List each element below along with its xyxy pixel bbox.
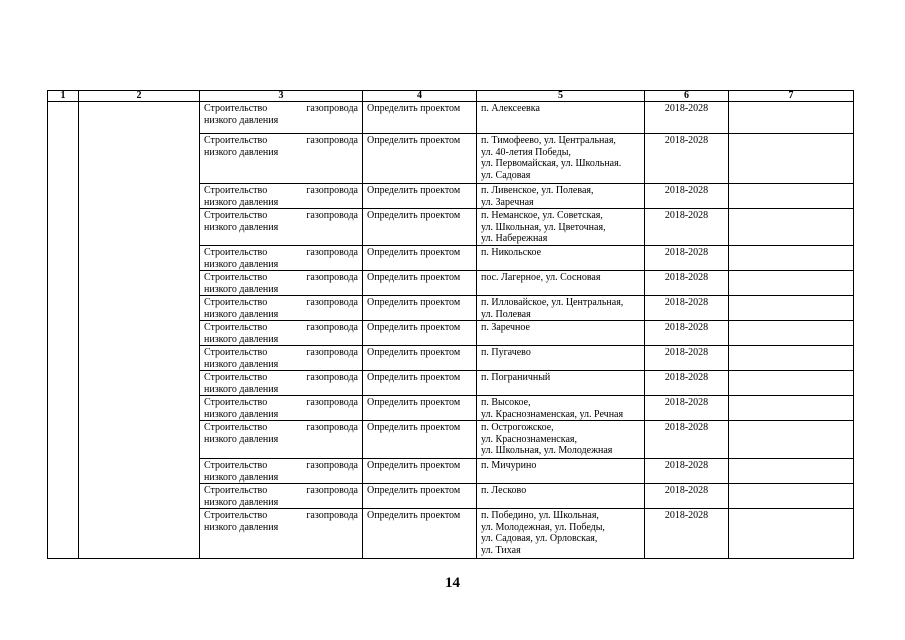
object-word: Строительство (204, 422, 268, 433)
location-line: п. Тимофеево, ул. Центральная, (481, 135, 616, 146)
object-word: газопровода (306, 322, 358, 333)
location-line: п. Алексеевка (481, 103, 540, 114)
cell-period: 2018-2028 (645, 421, 729, 459)
cell-action: Определить проектом (363, 509, 477, 559)
object-line: низкого давления (204, 196, 279, 208)
cell-period: 2018-2028 (645, 271, 729, 296)
object-word: Строительство (204, 372, 268, 383)
object-line: низкого давления (204, 433, 279, 445)
cell-object (200, 184, 363, 209)
object-line: низкого давления (204, 114, 279, 126)
location-line: п. Лесково (481, 485, 527, 496)
column-header: 1 (48, 91, 79, 102)
object-word: газопровода (306, 347, 358, 358)
cell-object (200, 396, 363, 421)
cell-object (200, 371, 363, 396)
cell-notes (729, 346, 854, 371)
object-line: низкого давления (204, 221, 279, 233)
location-line: п. Никольское (481, 247, 542, 258)
cell-location (477, 184, 645, 209)
cell-notes (729, 484, 854, 509)
cell-location (477, 396, 645, 421)
cell-period: 2018-2028 (645, 509, 729, 559)
object-word: Строительство (204, 485, 268, 496)
cell-period: 2018-2028 (645, 346, 729, 371)
cell-object (200, 509, 363, 559)
column-header: 7 (729, 91, 854, 102)
location-line: ул. Садовая, ул. Орловская, (481, 533, 598, 544)
location-line: ул. Школьная, ул. Молодежная (481, 445, 613, 456)
location-line: ул. Заречная (481, 196, 534, 208)
page-number: 14 (445, 575, 460, 591)
object-line: низкого давления (204, 521, 279, 533)
cell-notes (729, 296, 854, 321)
cell-object (200, 134, 363, 184)
object-word: Строительство (204, 397, 268, 408)
cell-action: Определить проектом (363, 209, 477, 246)
cell-object (200, 209, 363, 246)
cell-action: Определить проектом (363, 396, 477, 421)
object-word: газопровода (306, 135, 358, 146)
object-word: Строительство (204, 210, 268, 221)
location-line: п. Победино, ул. Школьная, (481, 510, 599, 521)
location-line: ул. Тихая (481, 544, 521, 556)
object-word: газопровода (306, 422, 358, 433)
location-line: пос. Лагерное, ул. Сосновая (481, 272, 601, 283)
cell-notes (729, 371, 854, 396)
cell-notes (729, 102, 854, 134)
cell-notes (729, 321, 854, 346)
cell-action: Определить проектом (363, 102, 477, 134)
cell-location (477, 321, 645, 346)
cell-object (200, 346, 363, 371)
column-header: 3 (200, 91, 363, 102)
cell-notes (729, 134, 854, 184)
cell-period: 2018-2028 (645, 184, 729, 209)
location-line: п. Высокое, (481, 397, 531, 408)
object-word: Строительство (204, 185, 268, 196)
cell-object (200, 421, 363, 459)
gas-pipeline-table (47, 90, 854, 559)
cell-action: Определить проектом (363, 134, 477, 184)
cell-action: Определить проектом (363, 484, 477, 509)
object-word: Строительство (204, 347, 268, 358)
cell-notes (729, 184, 854, 209)
object-line: низкого давления (204, 358, 279, 370)
cell-location (477, 102, 645, 134)
object-word: Строительство (204, 297, 268, 308)
object-word: Строительство (204, 135, 268, 146)
location-line: п. Заречное (481, 322, 530, 333)
object-line: низкого давления (204, 496, 279, 508)
object-line: низкого давления (204, 333, 279, 345)
location-line: п. Мичурино (481, 460, 537, 471)
cell-period: 2018-2028 (645, 246, 729, 271)
location-line: ул. Краснознаменская, ул. Речная (481, 408, 624, 420)
column-header: 2 (79, 91, 200, 102)
location-line: п. Илловайское, ул. Центральная, (481, 297, 624, 308)
cell-object (200, 296, 363, 321)
cell-object (200, 321, 363, 346)
cell-location (477, 484, 645, 509)
cell-action: Определить проектом (363, 371, 477, 396)
object-line: низкого давления (204, 283, 279, 295)
cell-notes (729, 509, 854, 559)
object-word: газопровода (306, 297, 358, 308)
cell-name (79, 102, 200, 559)
object-word: газопровода (306, 103, 358, 114)
object-word: Строительство (204, 460, 268, 471)
cell-notes (729, 209, 854, 246)
object-word: Строительство (204, 510, 268, 521)
location-line: п. Пограничный (481, 372, 551, 383)
cell-location (477, 134, 645, 184)
object-word: газопровода (306, 210, 358, 221)
cell-object (200, 459, 363, 484)
cell-location (477, 209, 645, 246)
object-line: низкого давления (204, 258, 279, 270)
location-line: ул. Школьная, ул. Цветочная, (481, 221, 606, 233)
location-line: ул. Первомайская, ул. Школьная. (481, 158, 622, 169)
cell-period: 2018-2028 (645, 484, 729, 509)
cell-object (200, 246, 363, 271)
cell-action: Определить проектом (363, 346, 477, 371)
column-header: 5 (477, 91, 645, 102)
cell-action: Определить проектом (363, 321, 477, 346)
table-header-row (48, 91, 854, 102)
cell-period: 2018-2028 (645, 371, 729, 396)
cell-period: 2018-2028 (645, 321, 729, 346)
cell-action: Определить проектом (363, 184, 477, 209)
location-line: ул. Полевая (481, 308, 531, 320)
object-word: газопровода (306, 372, 358, 383)
object-word: газопровода (306, 485, 358, 496)
cell-action: Определить проектом (363, 459, 477, 484)
cell-object (200, 102, 363, 134)
cell-location (477, 371, 645, 396)
cell-period: 2018-2028 (645, 396, 729, 421)
cell-location (477, 509, 645, 559)
cell-location (477, 271, 645, 296)
location-line: ул. Садовая (481, 169, 531, 181)
object-line: низкого давления (204, 308, 279, 320)
object-word: газопровода (306, 397, 358, 408)
cell-location (477, 421, 645, 459)
object-word: Строительство (204, 322, 268, 333)
cell-object (200, 271, 363, 296)
object-word: Строительство (204, 247, 268, 258)
cell-action: Определить проектом (363, 271, 477, 296)
cell-action: Определить проектом (363, 296, 477, 321)
cell-period: 2018-2028 (645, 134, 729, 184)
object-line: низкого давления (204, 408, 279, 420)
location-line: ул. 40-летия Победы, (481, 146, 571, 158)
cell-location (477, 246, 645, 271)
cell-action: Определить проектом (363, 246, 477, 271)
cell-notes (729, 421, 854, 459)
cell-object (200, 484, 363, 509)
object-line: низкого давления (204, 471, 279, 483)
cell-period: 2018-2028 (645, 296, 729, 321)
column-header: 4 (363, 91, 477, 102)
object-word: газопровода (306, 272, 358, 283)
object-line: низкого давления (204, 146, 279, 158)
location-line: ул. Набережная (481, 233, 548, 244)
object-word: Строительство (204, 103, 268, 114)
object-word: Строительство (204, 272, 268, 283)
location-line: п. Острогожское, (481, 422, 554, 433)
cell-location (477, 296, 645, 321)
location-line: ул. Краснознаменская, (481, 433, 577, 445)
cell-notes (729, 459, 854, 484)
cell-period: 2018-2028 (645, 209, 729, 246)
column-header: 6 (645, 91, 729, 102)
cell-location (477, 459, 645, 484)
object-word: газопровода (306, 460, 358, 471)
cell-location (477, 346, 645, 371)
object-word: газопровода (306, 185, 358, 196)
cell-period: 2018-2028 (645, 459, 729, 484)
cell-period: 2018-2028 (645, 102, 729, 134)
cell-action: Определить проектом (363, 421, 477, 459)
cell-notes (729, 396, 854, 421)
cell-notes (729, 246, 854, 271)
object-line: низкого давления (204, 383, 279, 395)
table-row (48, 102, 854, 134)
object-word: газопровода (306, 247, 358, 258)
location-line: п. Ливенское, ул. Полевая, (481, 185, 594, 196)
location-line: п. Неманское, ул. Советская, (481, 210, 603, 221)
object-word: газопровода (306, 510, 358, 521)
cell-notes (729, 271, 854, 296)
cell-number (48, 102, 79, 559)
location-line: ул. Молодежная, ул. Победы, (481, 521, 605, 533)
location-line: п. Пугачево (481, 347, 531, 358)
